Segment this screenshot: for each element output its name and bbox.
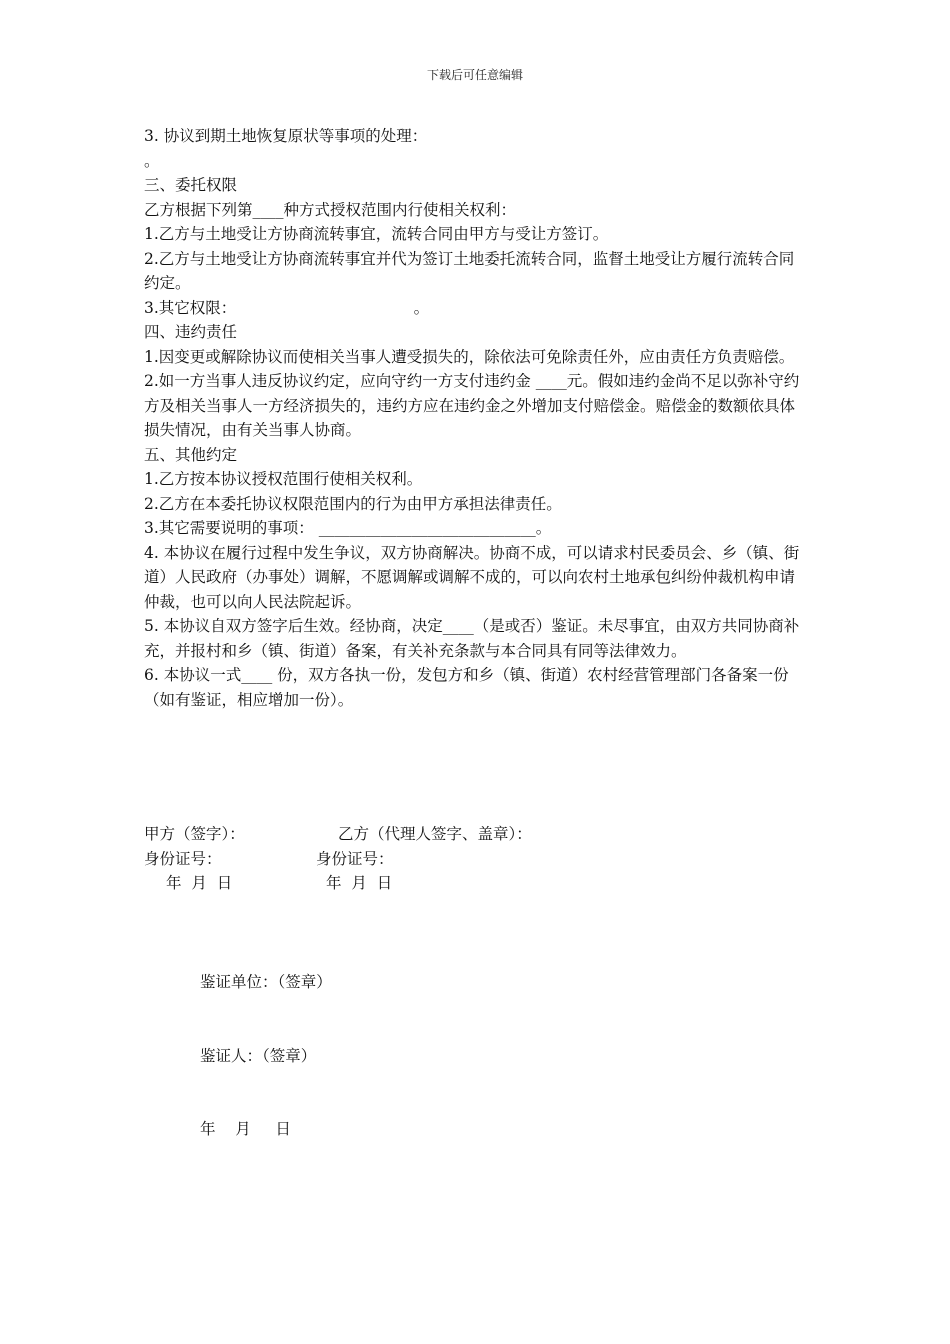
authority-intro: 乙方根据下列第____种方式授权范围内行使相关权利： bbox=[144, 200, 517, 219]
party-a-signature-label: 甲方（签字）： bbox=[144, 825, 245, 843]
party-a-id-label: 身份证号： bbox=[144, 849, 222, 868]
verification-date: 年 月 日 bbox=[200, 1120, 291, 1138]
other-clause-5: 5. 本协议自双方签字后生效。经协商，决定____（是或否）鉴证。未尽事宜，由双方共同协商补充，并报村和乡（镇、街道）备案，有关补充条款与本合同具有同等法律效力。 bbox=[144, 617, 800, 660]
liability-clause-2: 2.如一方当事人违反协议约定，应向守约一方支付违约金 ____元。假如违约金尚不足以弥补守约方及相关当事人一方经济损失的，违约方应在违约金之外增加支付赔偿金。赔偿金的数额依具体损失情况，由有关当事人协商。 bbox=[144, 372, 800, 439]
party-a-date: 年 月 日 bbox=[166, 874, 233, 892]
clause-restoration: 3. 协议到期土地恢复原状等事项的处理： bbox=[144, 127, 428, 145]
verification-person: 鉴证人：（签章） bbox=[200, 1046, 317, 1065]
party-b-id-label: 身份证号： bbox=[316, 849, 394, 868]
other-clause-2: 2.乙方在本委托协议权限范围内的行为由甲方承担法律责任。 bbox=[144, 494, 562, 513]
section-heading-liability: 四、违约责任 bbox=[144, 323, 238, 341]
verification-unit: 鉴证单位：（签章） bbox=[200, 973, 332, 991]
section-heading-authority: 三、委托权限 bbox=[144, 176, 238, 194]
section-heading-other: 五、其他约定 bbox=[144, 445, 238, 464]
other-clause-1: 1.乙方按本协议授权范围行使相关权利。 bbox=[144, 470, 423, 488]
other-clause-6: 6. 本协议一式____ 份，双方各执一份，发包方和乡（镇、街道）农村经营管理部门各备案一份（如有鉴证，相应增加一份）。 bbox=[144, 666, 789, 709]
agreement-body bbox=[144, 124, 809, 712]
authority-option-1: 1.乙方与土地受让方协商流转事宜，流转合同由甲方与受让方签订。 bbox=[144, 225, 609, 243]
party-b-date: 年 月 日 bbox=[326, 874, 393, 892]
other-clause-3: 3.其它需要说明的事项： ____________________________。 bbox=[144, 519, 552, 537]
party-b-signature-label: 乙方（代理人签字、盖章）： bbox=[338, 825, 532, 843]
blank-line-period: 。 bbox=[144, 151, 160, 170]
signature-block bbox=[144, 822, 744, 896]
liability-clause-1: 1.因变更或解除协议而使相关当事人遭受损失的，除依法可免除责任外，应由责任方负责赔偿。 bbox=[144, 347, 795, 366]
authority-option-2: 2.乙方与土地受让方协商流转事宜并代为签订土地委托流转合同，监督土地受让方履行流转合同约定。 bbox=[144, 249, 795, 292]
page-header: 下载后可任意编辑 bbox=[426, 68, 523, 82]
authority-option-3: 3.其它权限： 。 bbox=[144, 298, 430, 317]
other-clause-4: 4. 本协议在履行过程中发生争议，双方协商解决。协商不成，可以请求村民委员会、乡（镇、街道）人民政府（办事处）调解，不愿调解或调解不成的，可以向农村土地承包纠纷仲裁机构申请仲裁，也可以向人民法院起诉。 bbox=[144, 543, 800, 611]
verification-block bbox=[200, 921, 332, 1166]
